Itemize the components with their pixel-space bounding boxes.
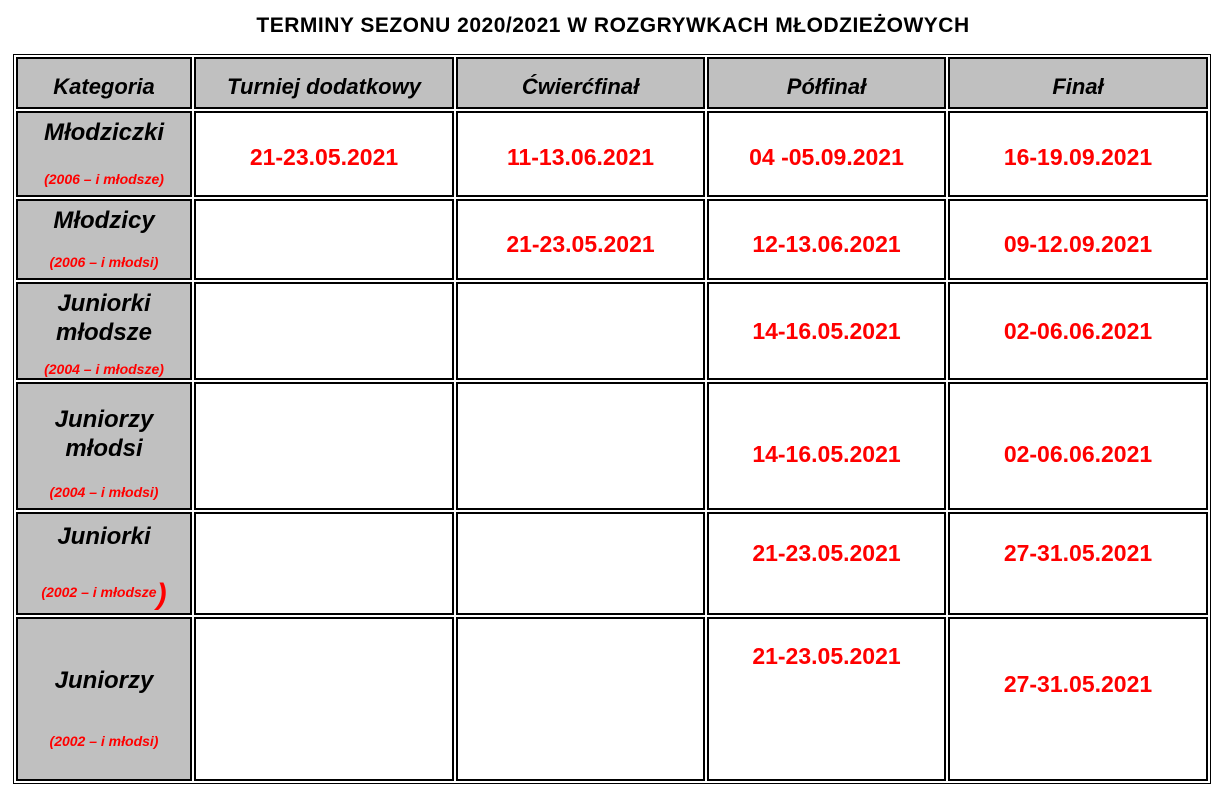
cell-polfinal: 21-23.05.2021 [707, 617, 946, 781]
table-row-mlodzicy [16, 199, 1208, 280]
table-row-juniorki-mlodsze [16, 282, 1208, 380]
col-header-polfinal: Półfinał [707, 57, 946, 109]
cell-turniej-dodatkowy [194, 512, 454, 615]
category-age-note: (2006 – i młodsi) [49, 254, 159, 270]
cell-polfinal: 14-16.05.2021 [707, 282, 946, 380]
category-age-note [41, 578, 167, 611]
category-wrap [18, 384, 190, 508]
cell-turniej-dodatkowy [194, 199, 454, 280]
category-name-line: Juniorki [57, 290, 151, 317]
category-name: Młodzicy [53, 207, 155, 234]
table-row-juniorzy-mlodsi [16, 382, 1208, 510]
age-note-big-paren: ) [156, 578, 167, 611]
cell-cwiercfinal [456, 382, 705, 510]
cell-turniej-dodatkowy [194, 617, 454, 781]
cell-final: 27-31.05.2021 [948, 617, 1208, 781]
cell-polfinal: 04 -05.09.2021 [707, 111, 946, 197]
cell-turniej-dodatkowy [194, 382, 454, 510]
category-cell [16, 282, 192, 380]
category-cell [16, 617, 192, 781]
cell-cwiercfinal: 11-13.06.2021 [456, 111, 705, 197]
category-name: Młodziczki [43, 119, 164, 146]
category-name: Juniorzy [54, 667, 154, 694]
schedule-table [13, 54, 1211, 784]
category-wrap [18, 619, 190, 779]
category-age-note: (2002 – i młodsi) [49, 733, 159, 749]
cell-cwiercfinal [456, 617, 705, 781]
table-row-juniorzy [16, 617, 1208, 781]
cell-final: 16-19.09.2021 [948, 111, 1208, 197]
cell-turniej-dodatkowy [194, 282, 454, 380]
category-name [55, 406, 154, 464]
category-name [56, 290, 152, 348]
cell-final: 02-06.06.2021 [948, 282, 1208, 380]
category-age-note: (2006 – i młodsze) [44, 171, 164, 187]
col-header-turniej-dodatkowy: Turniej dodatkowy [194, 57, 454, 109]
cell-final: 02-06.06.2021 [948, 382, 1208, 510]
category-wrap [18, 201, 190, 278]
document-page [0, 14, 1226, 796]
category-age-note: (2004 – i młodsze) [44, 361, 164, 377]
cell-polfinal: 12-13.06.2021 [707, 199, 946, 280]
category-name: Juniorki [57, 523, 151, 550]
cell-cwiercfinal [456, 512, 705, 615]
cell-cwiercfinal: 21-23.05.2021 [456, 199, 705, 280]
page-title: TERMINY SEZONU 2020/2021 W ROZGRYWKACH MŁODZIEŻOWYCH [256, 14, 970, 37]
col-header-final: Finał [948, 57, 1208, 109]
category-wrap [18, 113, 190, 195]
table-row-juniorki [16, 512, 1208, 615]
cell-polfinal: 21-23.05.2021 [707, 512, 946, 615]
category-cell [16, 199, 192, 280]
cell-polfinal: 14-16.05.2021 [707, 382, 946, 510]
category-name-line: Juniorzy [54, 406, 154, 433]
table-row-mlodziczki [16, 111, 1208, 197]
header-row [16, 57, 1208, 109]
cell-turniej-dodatkowy: 21-23.05.2021 [194, 111, 454, 197]
cell-final: 09-12.09.2021 [948, 199, 1208, 280]
col-header-kategoria: Kategoria [16, 57, 192, 109]
col-header-cwiercfinal: Ćwierćfinał [456, 57, 705, 109]
category-cell [16, 382, 192, 510]
cell-final: 27-31.05.2021 [948, 512, 1208, 615]
category-cell [16, 111, 192, 197]
age-note-text: (2002 – i młodsze [41, 584, 157, 600]
category-name-line: młodsi [65, 434, 143, 462]
category-cell [16, 512, 192, 615]
category-name-line: młodsze [55, 318, 153, 346]
category-age-note: (2004 – i młodsi) [49, 484, 159, 500]
category-wrap [18, 284, 190, 378]
category-wrap [18, 514, 190, 613]
cell-cwiercfinal [456, 282, 705, 380]
